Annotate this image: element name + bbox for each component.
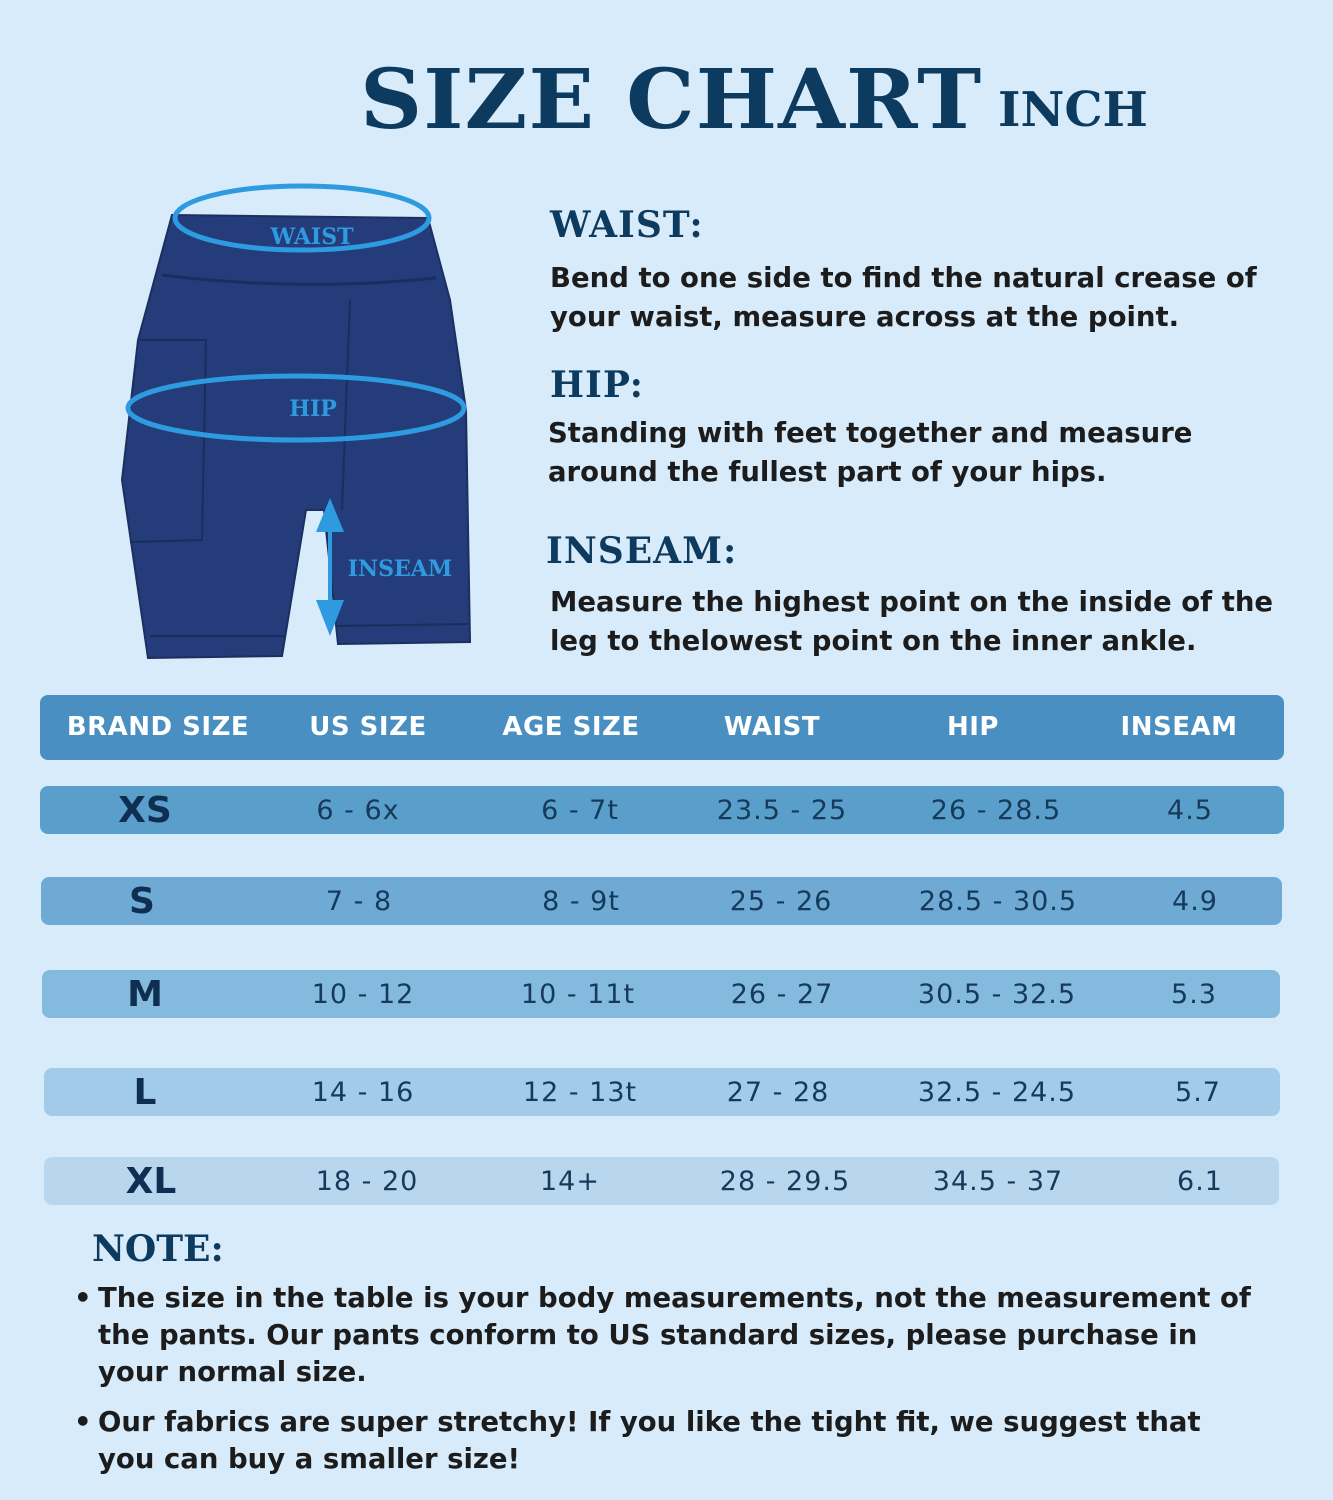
page-title: SIZE CHART xyxy=(360,52,983,148)
header-inseam: INSEAM xyxy=(1120,712,1238,742)
header-waist: WAIST xyxy=(723,712,821,742)
waist-heading: WAIST: xyxy=(550,204,704,246)
cell-us-size: 14 - 16 xyxy=(311,1077,415,1108)
cell-hip: 32.5 - 24.5 xyxy=(917,1077,1077,1108)
table-row xyxy=(44,1068,1280,1116)
cell-waist: 23.5 - 25 xyxy=(716,795,848,826)
header-us-size: US SIZE xyxy=(309,712,427,742)
cell-us-size: 10 - 12 xyxy=(311,979,415,1010)
note-text: The size in the table is your body measurements, not the measurement of the pants. Our pants conform to US standard sizes, please purchase in your normal size. xyxy=(98,1282,1251,1388)
table-row xyxy=(40,786,1284,834)
cell-brand-size: S xyxy=(129,881,155,922)
cell-inseam: 4.5 xyxy=(1167,795,1213,826)
cell-age-size: 14+ xyxy=(540,1166,600,1197)
cell-us-size: 18 - 20 xyxy=(315,1166,419,1197)
bullet-dot: • xyxy=(74,1406,92,1438)
cell-age-size: 10 - 11t xyxy=(520,979,636,1010)
cell-waist: 27 - 28 xyxy=(726,1077,830,1108)
cell-hip: 30.5 - 32.5 xyxy=(917,979,1077,1010)
cell-inseam: 5.7 xyxy=(1175,1077,1221,1108)
note-bullet xyxy=(74,1280,1254,1391)
cell-inseam: 4.9 xyxy=(1172,886,1218,917)
cell-waist: 25 - 26 xyxy=(729,886,833,917)
hip-diagram-label: HIP xyxy=(289,396,337,422)
cell-us-size: 6 - 6x xyxy=(316,795,400,826)
hip-description: Standing with feet together and measure around the fullest part of your hips. xyxy=(548,417,1193,488)
cell-brand-size: M xyxy=(127,974,163,1015)
table-row xyxy=(41,877,1282,925)
cell-hip: 28.5 - 30.5 xyxy=(918,886,1078,917)
cell-brand-size: XS xyxy=(118,790,172,831)
header-hip: HIP xyxy=(947,712,999,742)
waist-description: Bend to one side to find the natural crease of your waist, measure across at the point. xyxy=(550,262,1257,333)
cell-hip: 34.5 - 37 xyxy=(932,1166,1064,1197)
note-heading: NOTE: xyxy=(92,1228,224,1270)
cell-inseam: 5.3 xyxy=(1171,979,1217,1010)
shorts-diagram xyxy=(110,180,490,670)
table-header xyxy=(40,695,1284,760)
cell-brand-size: XL xyxy=(125,1161,177,1202)
header-age-size: AGE SIZE xyxy=(502,712,640,742)
note-text: Our fabrics are super stretchy! If you like the tight fit, we suggest that you can buy a smaller size! xyxy=(98,1406,1201,1475)
cell-age-size: 12 - 13t xyxy=(522,1077,638,1108)
cell-age-size: 8 - 9t xyxy=(542,886,620,917)
shorts-garment xyxy=(122,215,470,658)
unit-label: INCH xyxy=(998,82,1148,138)
note-bullet xyxy=(74,1404,1254,1478)
cell-waist: 28 - 29.5 xyxy=(719,1166,851,1197)
waist-diagram-label: WAIST xyxy=(270,224,354,250)
header-brand-size: BRAND SIZE xyxy=(66,712,250,742)
cell-age-size: 6 - 7t xyxy=(541,795,619,826)
hip-heading: HIP: xyxy=(550,364,644,406)
cell-us-size: 7 - 8 xyxy=(325,886,393,917)
cell-inseam: 6.1 xyxy=(1177,1166,1223,1197)
cell-hip: 26 - 28.5 xyxy=(930,795,1062,826)
inseam-description: Measure the highest point on the inside of the leg to thelowest point on the inner ankle. xyxy=(550,586,1274,657)
cell-brand-size: L xyxy=(133,1072,157,1113)
cell-waist: 26 - 27 xyxy=(730,979,834,1010)
bullet-dot: • xyxy=(74,1282,92,1314)
inseam-diagram-label: INSEAM xyxy=(347,556,453,582)
table-row xyxy=(42,970,1280,1018)
table-row xyxy=(44,1157,1279,1205)
inseam-heading: INSEAM: xyxy=(546,530,738,572)
